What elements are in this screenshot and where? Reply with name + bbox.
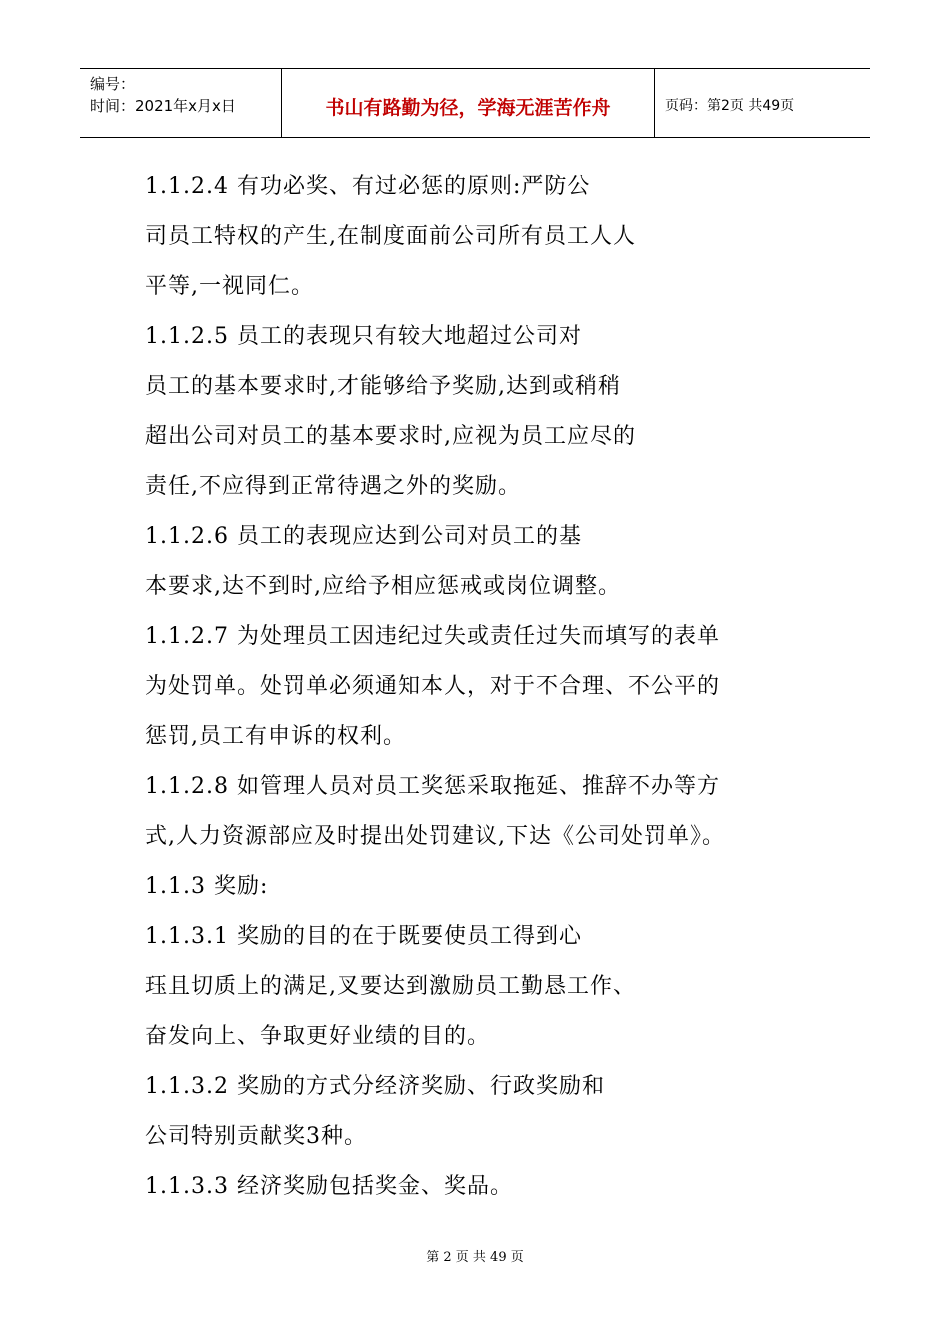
text-line: 惩罚,员工有申诉的权利。 (145, 724, 406, 749)
text-line: 1.1.2.8 如管理人员对员工奖惩采取拖延、推辞不办等方 (145, 774, 720, 799)
motto-text: 书山有路勤为径，学海无涯苦作舟 (325, 96, 611, 119)
text-line: 1.1.3 奖励: (145, 874, 269, 899)
text-line: 1.1.3.2 奖励的方式分经济奖励、行政奖励和 (145, 1074, 605, 1099)
text-line: 式,人力资源部应及时提出处罚建议,下达《公司处罚单》。 (145, 824, 725, 849)
text-line: 公司特别贡献奖3种。 (145, 1124, 367, 1149)
header-motto-cell (282, 69, 655, 137)
page-info: 页码：第2页 共49页 (665, 98, 795, 114)
number-label: 编号： (90, 75, 136, 93)
text-line: 平等,一视同仁。 (145, 274, 314, 299)
text-line: 1.1.3.1 奖励的目的在于既要使员工得到心 (145, 924, 582, 949)
text-line: 珏且切质上的满足,叉要达到激励员工勤恳工作、 (145, 974, 636, 999)
text-line: 超出公司对员工的基本要求时,应视为员工应尽的 (145, 424, 636, 449)
text-line: 1.1.3.3 经济奖励包括奖金、奖品。 (145, 1174, 513, 1199)
page-footer: 第 2 页 共 49 页 (426, 1250, 524, 1265)
text-line: 1.1.2.4 有功必奖、有过必惩的原则:严防公 (145, 174, 591, 199)
text-line: 1.1.2.6 员工的表现应达到公司对员工的基 (145, 524, 582, 549)
text-line: 为处罚单。处罚单必须通知本人，对于不合理、不公平的 (145, 674, 721, 699)
text-line: 1.1.2.7 为处理员工因违纪过失或责任过失而填写的表单 (145, 624, 720, 649)
text-line: 司员工特权的产生,在制度面前公司所有员工人人 (145, 224, 636, 249)
text-line: 员工的基本要求时,才能够给予奖励,达到或稍稍 (145, 374, 621, 399)
document-body (145, 162, 825, 1212)
text-line: 责任,不应得到正常待遇之外的奖励。 (145, 474, 521, 499)
date-label: 时间：2021年x月x日 (90, 97, 236, 115)
text-line: 1.1.2.5 员工的表现只有较大地超过公司对 (145, 324, 582, 349)
text-line: 奋发向上、争取更好业绩的目的。 (145, 1024, 491, 1049)
header-meta-cell (80, 69, 282, 137)
document-header (80, 68, 870, 138)
text-line: 本要求,达不到时,应给予相应惩戒或岗位调整。 (145, 574, 621, 599)
header-page-cell (655, 69, 870, 137)
